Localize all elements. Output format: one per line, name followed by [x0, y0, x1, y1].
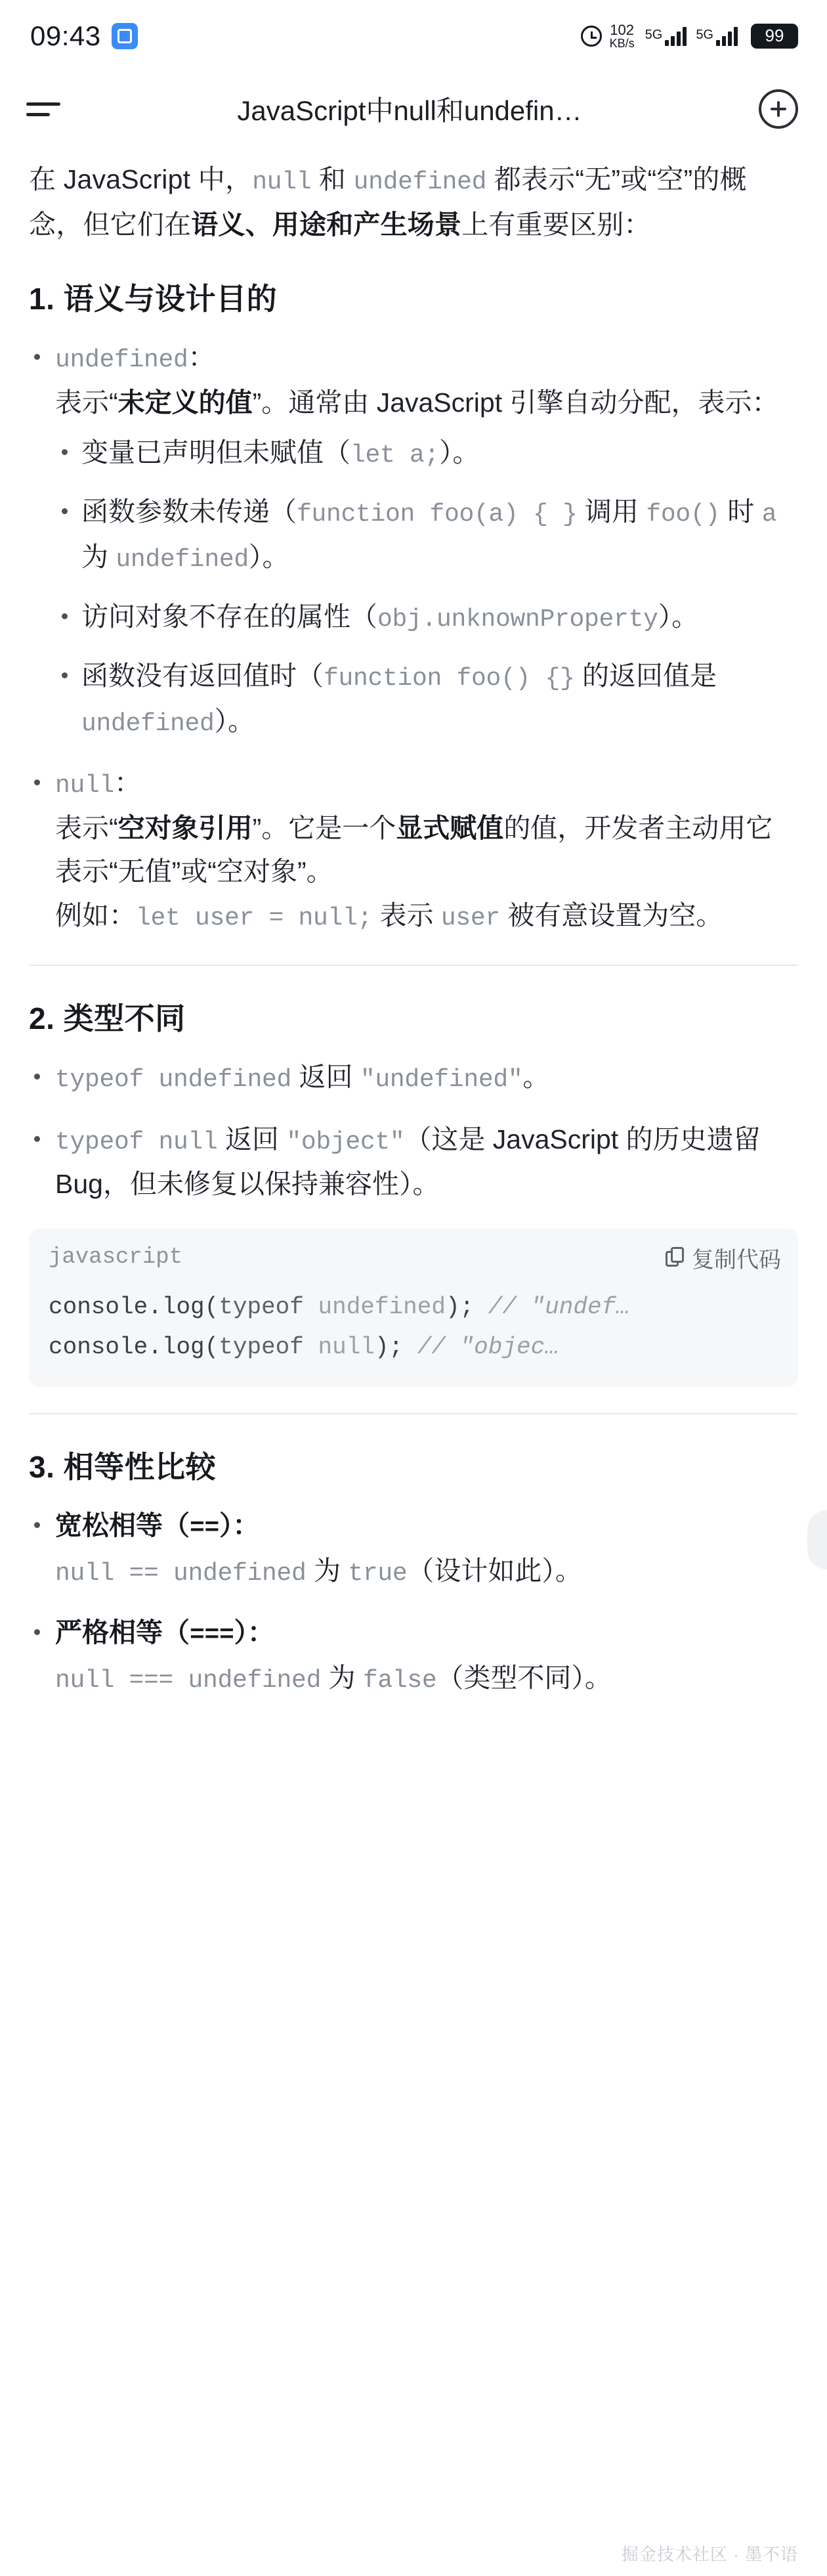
sub-list-item: [55, 431, 798, 476]
text-run: 时: [719, 496, 762, 527]
code-block: [29, 1229, 798, 1387]
copy-icon: [666, 1247, 685, 1268]
code-token: typeof: [219, 1333, 304, 1361]
code-token: // "undef…: [488, 1293, 630, 1321]
page-title: JavaScript中null和undefin…: [237, 95, 582, 126]
section-heading: 1. 语义与设计目的: [29, 281, 278, 316]
list-item: [29, 1504, 798, 1594]
inline-code: null: [252, 168, 312, 196]
app-header: [0, 72, 827, 146]
sub-list-item: [55, 654, 798, 744]
inline-code: let user = null;: [136, 904, 373, 932]
bold-text: 显式赋值: [396, 812, 504, 843]
menu-icon[interactable]: [26, 96, 60, 122]
code-token: undefined: [318, 1293, 446, 1321]
list-item-title: 宽松相等（: [55, 1510, 190, 1540]
inline-code: function foo() {}: [324, 665, 575, 693]
intro-paragraph: [29, 158, 798, 246]
code-token: (: [204, 1333, 219, 1361]
text-run: 和: [311, 164, 354, 194]
sub-list: [55, 431, 798, 744]
list-item: [29, 1055, 798, 1101]
text-run: ）。: [214, 705, 255, 736]
bold-text: 语义、用途和产生场景: [191, 209, 462, 240]
list-item-title-code: undefined: [55, 345, 188, 374]
sections-container: [29, 275, 798, 1701]
sim2-network-label: 5G: [696, 27, 713, 42]
text-run: 访问对象不存在的属性（: [81, 601, 377, 632]
text-run: ”。它是一个: [252, 812, 396, 843]
list-item-title-suffix: ：: [114, 768, 142, 798]
text-run: ）。: [658, 601, 699, 632]
status-bar: [0, 0, 827, 72]
alarm-icon: [581, 26, 602, 47]
list-item-title-code: null: [55, 772, 115, 800]
signal-sim2: [696, 26, 738, 46]
bold-text: 空对象引用: [117, 812, 253, 843]
list-item-body: [55, 387, 779, 418]
status-bar-right: [581, 22, 798, 50]
text-run: 。: [522, 1062, 550, 1093]
text-run: ）。: [248, 542, 289, 572]
code-token: console: [49, 1333, 148, 1361]
inline-code: foo(): [646, 500, 720, 529]
sim1-network-label: 5G: [645, 27, 663, 42]
code-token: );: [445, 1293, 488, 1321]
code-token: [304, 1334, 318, 1361]
status-bar-left: [30, 20, 138, 52]
text-run: 被有意设置为空。: [499, 900, 723, 930]
code-token: console: [49, 1293, 148, 1321]
bold-text: 未定义的值: [117, 387, 253, 418]
text-run: 函数没有返回值时（: [81, 661, 324, 691]
inline-code: function foo(a) { }: [297, 500, 578, 529]
list-item-title-suffix: ：: [188, 341, 215, 372]
text-run: 为: [306, 1555, 349, 1586]
code-language-label: javascript: [49, 1245, 183, 1271]
text-run: 调用: [577, 496, 647, 527]
status-clock: 09:43: [30, 20, 101, 51]
list-item-title: 严格相等（: [55, 1617, 190, 1648]
text-run: 函数参数未传递（: [81, 496, 297, 527]
text-run: 为: [81, 542, 116, 572]
list-item: [29, 1118, 798, 1206]
article-content: [0, 146, 827, 1744]
section-list: [29, 1055, 798, 1206]
list-item-title-suffix: ）：: [234, 1617, 275, 1648]
list-item-title-suffix: ）：: [219, 1510, 260, 1540]
text-run: 的返回值是: [574, 661, 717, 691]
code-token: (: [204, 1293, 219, 1321]
code-block-body: [29, 1279, 798, 1387]
scroll-indicator[interactable]: [807, 1510, 827, 1569]
list-item: [29, 336, 798, 744]
code-token: [304, 1294, 318, 1321]
inline-code: a: [761, 500, 777, 529]
section-divider: [29, 965, 798, 966]
section-heading: 3. 相等性比较: [29, 1449, 217, 1484]
inline-code: null == undefined: [55, 1559, 307, 1588]
list-item-title-code: ==: [190, 1514, 220, 1542]
code-line: [49, 1287, 778, 1327]
list-item-body: [55, 813, 773, 930]
inline-code: obj.unknownProperty: [377, 605, 658, 634]
text-run: 表示: [372, 900, 441, 930]
network-speed-unit: KB/s: [609, 37, 635, 51]
inline-code: "undefined": [360, 1066, 523, 1095]
text-run: 上有重要区别：: [461, 209, 651, 240]
inline-code: true: [348, 1559, 408, 1588]
plus-circle-icon[interactable]: [759, 89, 798, 129]
sub-list-item: [55, 595, 798, 640]
text-run: 例如：: [55, 900, 136, 930]
code-token: log: [161, 1333, 205, 1361]
text-run: （设计如此）。: [407, 1555, 582, 1586]
signal-bars-icon-2: [716, 26, 738, 46]
copy-code-button[interactable]: [666, 1242, 781, 1274]
inline-code: typeof undefined: [55, 1066, 292, 1095]
code-block-header: [29, 1229, 798, 1279]
list-item-title-code: ===: [190, 1621, 234, 1650]
list-item-body: [55, 1124, 761, 1200]
network-speed-value: 102: [610, 22, 634, 38]
section-list: [29, 336, 798, 938]
watermark: 掘金技术社区 · 墨不语: [621, 2544, 798, 2564]
text-run: 变量已声明但未赋值（: [81, 437, 350, 468]
list-item-body: [55, 1062, 550, 1095]
text-run: ）。: [439, 437, 480, 468]
text-run: 返回: [291, 1062, 360, 1093]
text-run: 的值，开发者主动用它表示“无值”或“空对象”。: [55, 812, 773, 887]
network-speed-indicator: [610, 22, 635, 50]
text-run: 在 JavaScript 中，: [29, 164, 253, 194]
section-heading: 2. 类型不同: [29, 1001, 186, 1036]
text-run: 表示“: [55, 812, 118, 843]
code-line: [49, 1327, 778, 1367]
section-divider: [29, 1413, 798, 1414]
text-run: 返回: [217, 1124, 287, 1154]
text-run: 为: [321, 1662, 363, 1693]
list-item: [29, 1611, 798, 1701]
sub-list-item: [55, 490, 798, 580]
inline-code: let a;: [350, 441, 440, 469]
signal-bars-icon: [665, 26, 687, 46]
code-token: log: [161, 1293, 205, 1321]
code-token: // "objec…: [417, 1333, 559, 1361]
text-run: ”。通常由 JavaScript 引擎自动分配，表示：: [252, 387, 779, 418]
inline-code: undefined: [81, 709, 215, 738]
blue-app-badge-icon: [112, 23, 138, 49]
inline-code: typeof null: [55, 1127, 218, 1156]
inline-code: null === undefined: [55, 1666, 322, 1695]
inline-code: "object": [286, 1127, 405, 1156]
text-run: （类型不同）。: [436, 1662, 612, 1693]
code-token: );: [374, 1333, 417, 1361]
code-token: typeof: [219, 1293, 304, 1321]
copy-code-label: 复制代码: [692, 1247, 781, 1273]
text-run: （这是 JavaScript 的历史遗留 Bug，但未修复以保持兼容性）。: [55, 1124, 761, 1200]
signal-sim1: [645, 26, 687, 46]
battery-indicator: 99: [751, 24, 798, 49]
list-item-body: [55, 1663, 612, 1693]
code-token: .: [148, 1293, 162, 1321]
text-run: 都表示“无”或“空”的概念，但它们在: [29, 164, 747, 240]
list-item: [29, 761, 798, 938]
section-list: [29, 1504, 798, 1701]
inline-code: user: [440, 904, 500, 932]
text-run: 表示“: [55, 387, 118, 418]
inline-code: undefined: [116, 546, 249, 574]
code-token: null: [318, 1333, 375, 1361]
list-item-body: [55, 1556, 582, 1586]
code-token: .: [148, 1333, 162, 1361]
inline-code: undefined: [353, 168, 487, 196]
inline-code: false: [362, 1666, 437, 1695]
